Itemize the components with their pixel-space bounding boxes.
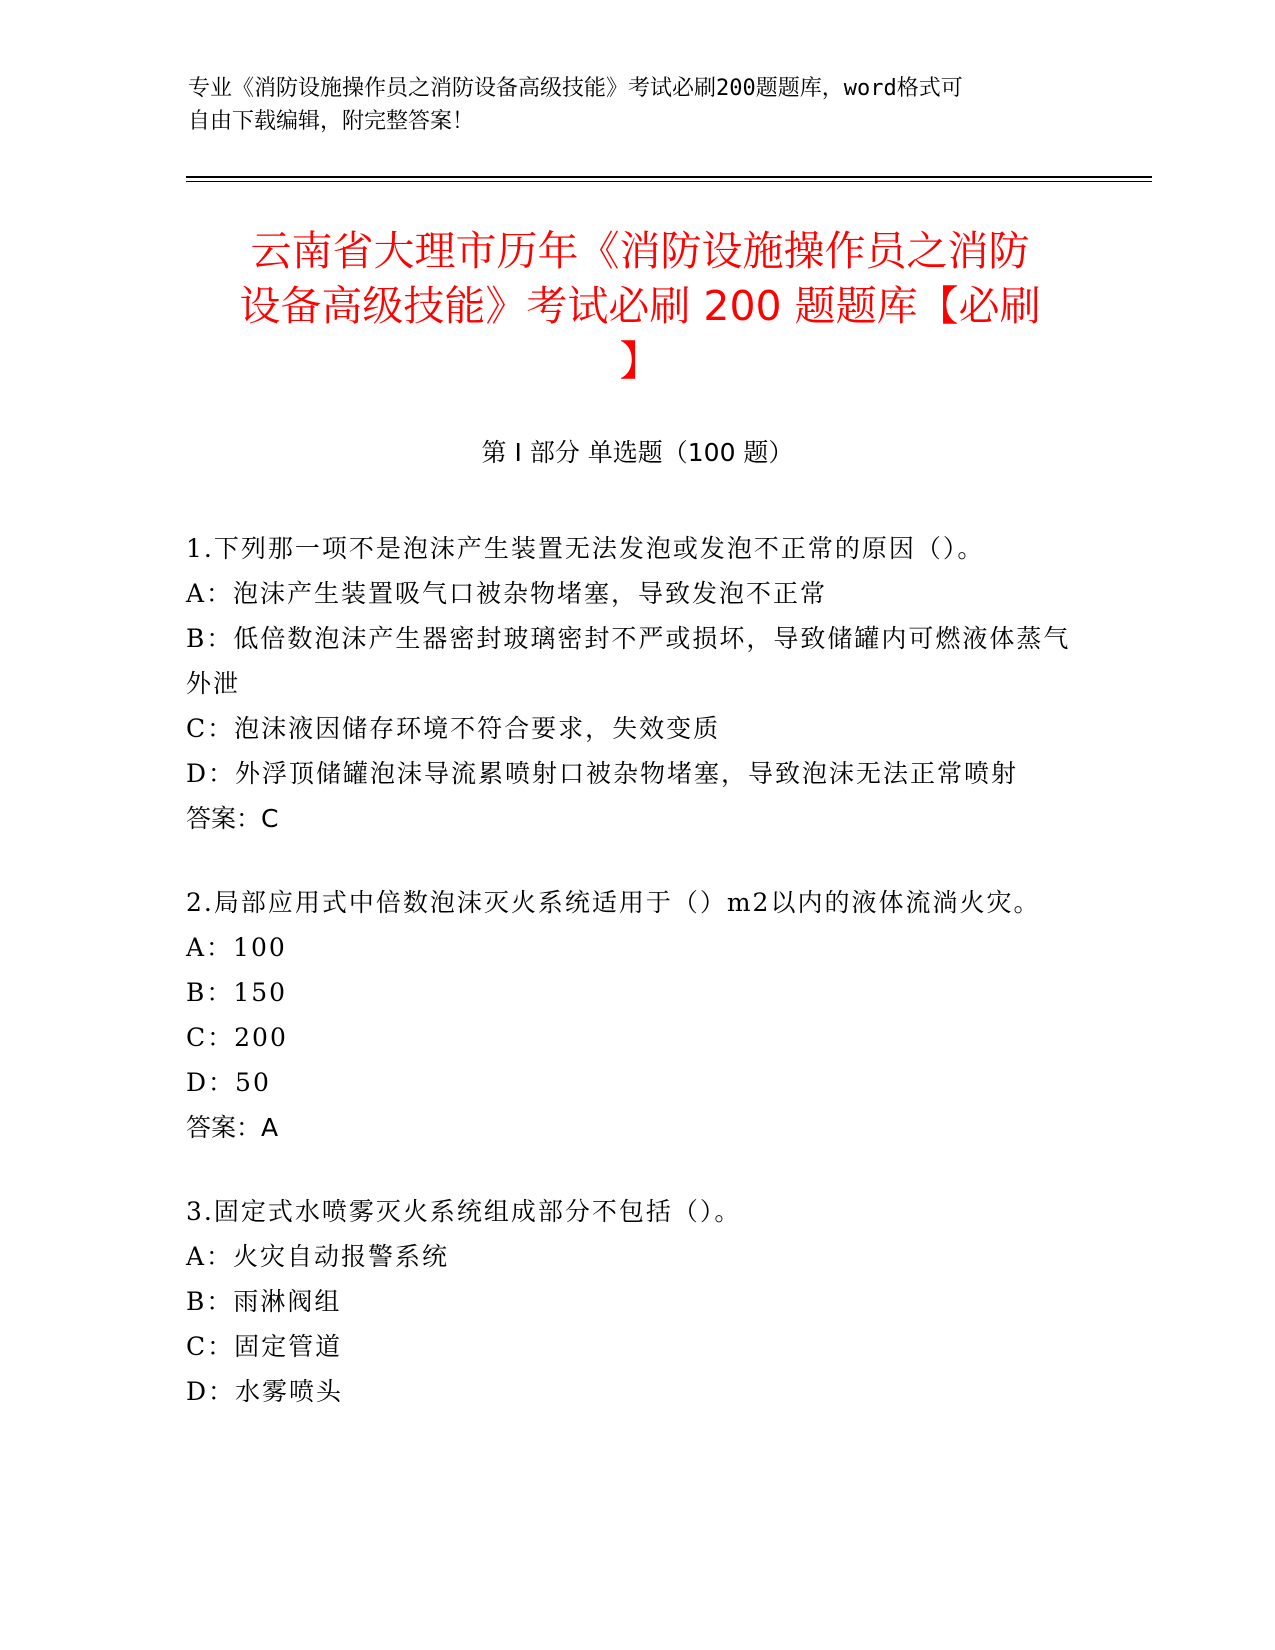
section-title: 第 I 部分 单选题（100 题）	[481, 438, 794, 467]
option-a: A：火灾自动报警系统	[186, 1242, 450, 1271]
option-c: C：泡沫液因储存环境不符合要求，失效变质	[186, 714, 721, 743]
option-d: D：水雾喷头	[186, 1377, 344, 1406]
option-b: B：低倍数泡沫产生器密封玻璃密封不严或损坏，导致储罐内可燃液体蒸气外泄	[186, 624, 1071, 698]
document-title	[190, 224, 1090, 389]
document-title-line-3: 】	[619, 337, 661, 385]
answer: 答案：C	[186, 804, 279, 833]
option-a: A：泡沫产生装置吸气口被杂物堵塞，导致发泡不正常	[186, 579, 828, 608]
option-d: D：外浮顶储罐泡沫导流累喷射口被杂物堵塞，导致泡沫无法正常喷射	[186, 759, 1019, 788]
document-title-line-2: 设备高级技能》考试必刷 200 题题库【必刷	[239, 282, 1041, 330]
header-rule-thin	[186, 181, 1152, 182]
question-stem: 2.局部应用式中倍数泡沫灭火系统适用于（）m2以内的液体流淌火灾。	[186, 888, 1041, 917]
question-stem: 3.固定式水喷雾灭火系统组成部分不包括（）。	[186, 1197, 742, 1226]
option-b: B：雨淋阀组	[186, 1287, 342, 1316]
question-3	[186, 1189, 1076, 1414]
header-note-line-2: 自由下载编辑，附完整答案！	[188, 109, 475, 134]
header-rule-thick	[186, 176, 1152, 178]
question-1	[186, 526, 1076, 841]
option-a: A：100	[186, 933, 287, 962]
option-c: C：固定管道	[186, 1332, 343, 1361]
answer: 答案：A	[186, 1113, 279, 1142]
header-note	[188, 72, 1068, 138]
option-d: D：50	[186, 1068, 271, 1097]
question-list	[186, 526, 1076, 1453]
option-c: C：200	[186, 1023, 288, 1052]
option-b: B：150	[186, 978, 288, 1007]
document-title-line-1: 云南省大理市历年《消防设施操作员之消防	[250, 227, 1030, 275]
question-stem: 1.下列那一项不是泡沫产生装置无法发泡或发泡不正常的原因（）。	[186, 534, 985, 563]
question-2	[186, 880, 1076, 1150]
header-note-line-1: 专业《消防设施操作员之消防设备高级技能》考试必刷200题题库，word格式可	[188, 76, 963, 101]
